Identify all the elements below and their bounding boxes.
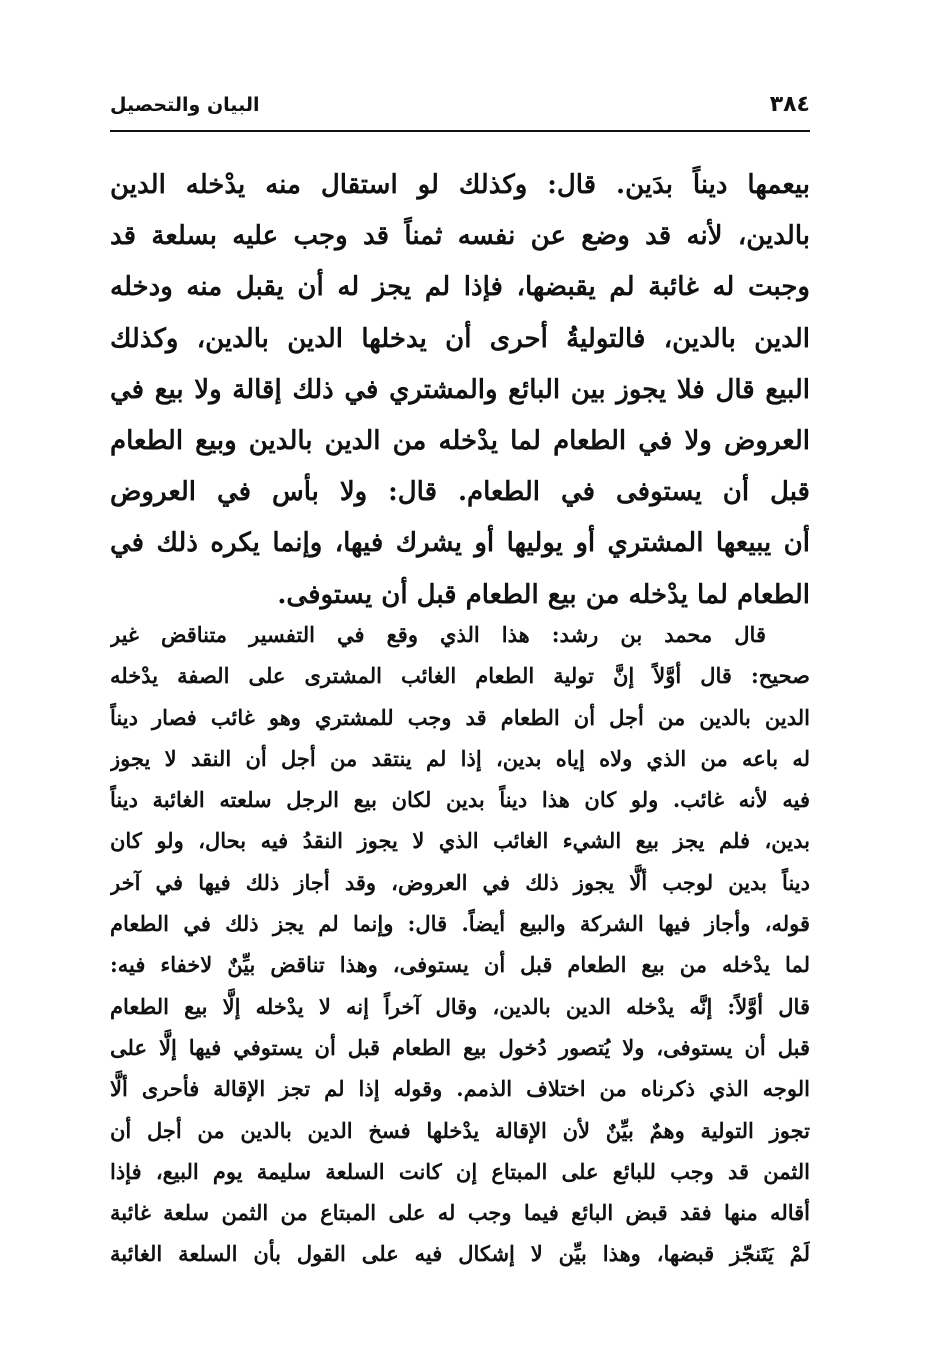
text-line: الدين بالدين من أجل أن الطعام قد وجب للمشتري وهو غائب فصار ديناً bbox=[110, 704, 810, 730]
text-line: الوجه الذي ذكرناه من اختلاف الذمم. وقوله إذا لم تجز الإقالة فأحرى ألَّا bbox=[110, 1076, 810, 1102]
commentary-text-block bbox=[110, 614, 810, 1275]
text-line: ديناً بدين لوجب ألَّا يجوز ذلك في العروض، وقد أجاز ذلك فيها في آخر bbox=[110, 869, 810, 895]
text-line: العروض ولا في الطعام لما يدْخله من الدين بالدين وبيع الطعام bbox=[110, 426, 810, 457]
text-line: أن يبيعها المشتري أو يوليها أو يشرك فيها، وإنما يكره ذلك في bbox=[110, 528, 810, 559]
page-number: ٣٨٤ bbox=[769, 92, 810, 117]
text-line: فيه لأنه غائب. ولو كان هذا ديناً بدين لكان بيع الرجل سلعته الغائبة ديناً bbox=[110, 787, 810, 813]
text-line: تجوز التولية وهمٌ بيِّنٌ لأن الإقالة يدْخلها فسخ الدين بالدين من أجل أن bbox=[110, 1117, 810, 1143]
commentary-opening-line: قال محمد بن رشد: هذا الذي وقع في التفسير متناقض غير bbox=[110, 622, 766, 647]
text-line: بدين، فلم يجز بيع الشيء الغائب الذي لا يجوز النقدُ فيه بحال، ولو كان bbox=[110, 828, 810, 854]
text-line: لما يدْخله من بيع الطعام قبل أن يستوفى، وهذا تناقض بيِّنٌ لاخفاء فيه: bbox=[110, 952, 810, 978]
page-header bbox=[110, 92, 810, 122]
main-text-block bbox=[110, 160, 810, 621]
text-line: قبل أن يستوفى في الطعام. قال: ولا بأس في العروض bbox=[110, 477, 810, 508]
text-line: صحيح: قال أوَّلاً إنَّ تولية الطعام الغائب المشترى على الصفة يدْخله bbox=[110, 663, 810, 689]
text-line: البيع قال فلا يجوز بين البائع والمشتري في ذلك إقالة ولا بيع في bbox=[110, 374, 810, 405]
header-rule bbox=[110, 130, 810, 132]
text-line: قوله، وأجاز فيها الشركة والبيع أيضاً. قال: وإنما لم يجز ذلك في الطعام bbox=[110, 911, 810, 937]
text-line: بيعمها ديناً بدَين. قال: وكذلك لو استقال منه يدْخله الدين bbox=[110, 170, 810, 200]
text-line: الدين بالدين، فالتوليةُ أحرى أن يدخلها الدين بالدين، وكذلك bbox=[110, 323, 810, 354]
text-line: بالدين، لأنه قد وضع عن نفسه ثمناً قد وجب عليه بسلعة قد bbox=[110, 221, 810, 252]
text-line: لَمْ يَتَنجّز قبضها، وهذا بيِّن لا إشكال فيه على القول بأن السلعة الغائبة bbox=[110, 1241, 810, 1267]
text-line: قال أوَّلاً: إنَّه يدْخله الدين بالدين، وقال آخراً إنه لا يدْخله إلَّا بيع الطعام bbox=[110, 993, 810, 1019]
text-line: أقاله منها فقد قبض البائع فيما وجب له على المبتاع من الثمن سلعة غائبة bbox=[110, 1200, 810, 1226]
text-line: الثمن قد وجب للبائع على المبتاع إن كانت السلعة سليمة يوم البيع، فإذا bbox=[110, 1158, 810, 1184]
running-title: البيان والتحصيل bbox=[110, 94, 260, 116]
text-line: وجبت له غائبة لم يقبضها، فإذا لم يجز له أن يقبل منه ودخله bbox=[110, 272, 810, 303]
text-line: قبل أن يستوفى، ولا يُتصور دُخول بيع الطعام قبل أن يستوفي فيها إلَّا على bbox=[110, 1034, 810, 1060]
text-line: له باعه من الذي ولاه إياه بدين، إذا لم ينتقد من أجل أن النقد لا يجوز bbox=[110, 745, 810, 771]
text-line: الطعام لما يدْخله من بيع الطعام قبل أن يستوفى. bbox=[277, 579, 810, 610]
